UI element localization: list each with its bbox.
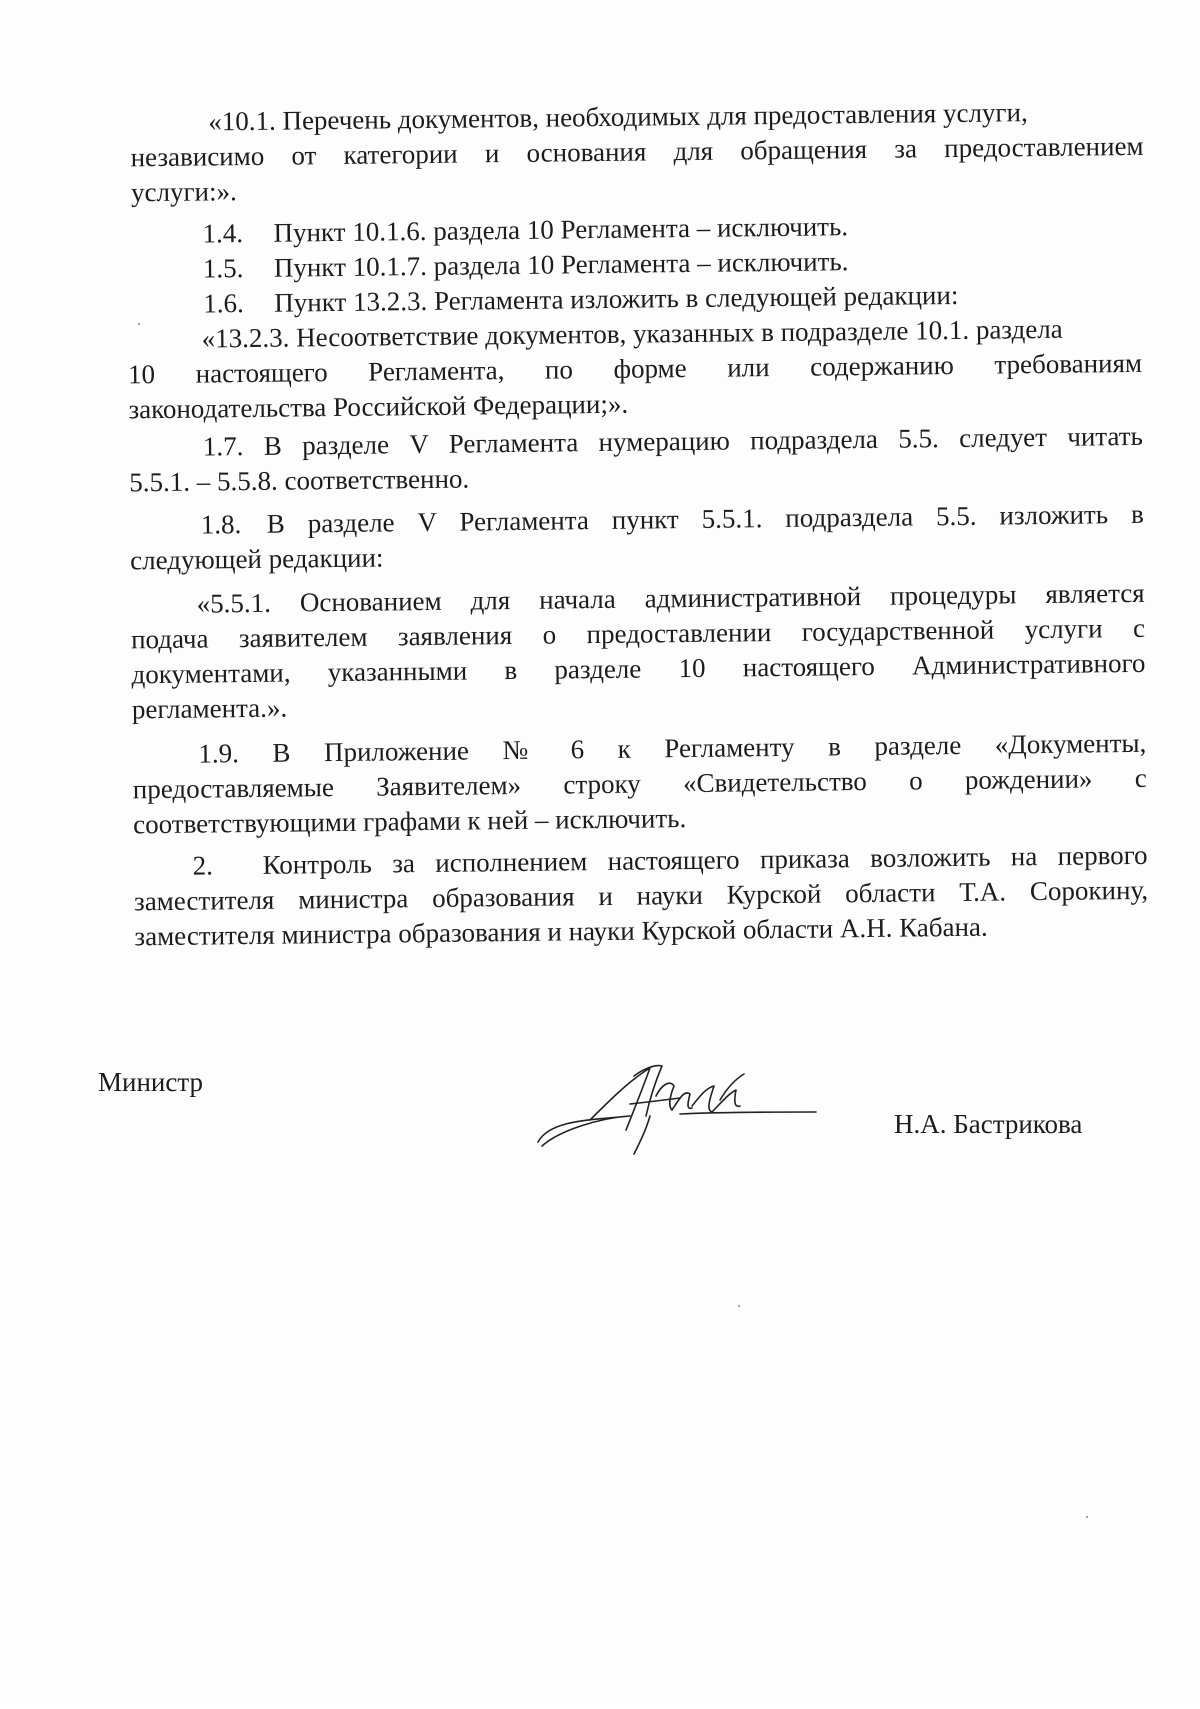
item-2-line-3: заместителя министра образования и науки Курской области А.Н. Кабана.	[134, 911, 988, 952]
item-1-9-line-3: соответствующими графами к ней – исключить.	[133, 803, 687, 840]
paragraph-10-1-line-2: независимо от категории и основания для обращения за предоставлением	[130, 130, 1144, 173]
item-1-4-text: Пункт 10.1.6. раздела 10 Регламента – исключить.	[273, 211, 849, 248]
item-1-6-text: Пункт 13.2.3. Регламента изложить в следующей редакции:	[274, 279, 959, 318]
item-1-8-number: 1.8.	[200, 509, 242, 540]
paragraph-5-5-1-line-3: документами, указанными в разделе 10 настоящего Административного	[131, 647, 1146, 690]
item-1-6-number: 1.6.	[203, 288, 244, 319]
item-1-8-line-2: следующей редакции:	[130, 542, 384, 576]
paragraph-10-1-line-3: услуги:».	[130, 176, 237, 208]
paragraph-10-1-line-1: «10.1. Перечень документов, необходимых для предоставления услуги,	[208, 97, 1028, 137]
item-1-7-line-1: 1.7. В разделе V Регламента нумерацию подраздела 5.5. следует читать	[202, 420, 1144, 462]
item-1-4-number: 1.4.	[202, 218, 244, 249]
paragraph-5-5-1-line-1: «5.5.1. Основанием для начала административной процедуры является	[196, 577, 1145, 619]
paragraph-13-2-3-line-2: 10 настоящего Регламента, по форме или содержанию требованиям	[127, 347, 1143, 390]
item-1-5-text: Пункт 10.1.7. раздела 10 Регламента – исключить.	[273, 246, 849, 283]
position-title: Министр	[98, 1067, 203, 1097]
item-1-7-line-2: 5.5.1. – 5.5.8. соответственно.	[129, 463, 470, 498]
paragraph-5-5-1-line-2: подача заявителем заявления о предоставлении государственной услуги с	[130, 612, 1146, 655]
scan-speck	[738, 1305, 740, 1307]
item-2-line-1: Контроль за исполнением настоящего приказа возложить на первого	[262, 839, 1148, 880]
item-1-8-line-1: В разделе V Регламента пункт 5.5.1. подраздела 5.5. изложить в	[266, 498, 1144, 539]
scan-speck	[1086, 1516, 1088, 1518]
handwritten-signature	[530, 1050, 820, 1160]
signer-name: Н.А. Бастрикова	[894, 1109, 1083, 1139]
item-1-9-line-1: 1.9. В Приложение № 6 к Регламенту в разделе «Документы,	[198, 727, 1147, 769]
item-2-line-2: заместителя министра образования и науки Курской области Т.А. Сорокину,	[133, 874, 1149, 917]
item-2-number: 2.	[192, 850, 214, 881]
item-1-9-line-2: предоставляемые Заявителем» строку «Свидетельство о рождении» с	[132, 762, 1147, 805]
item-1-5-number: 1.5.	[202, 253, 244, 284]
paragraph-5-5-1-line-4: регламента.».	[131, 692, 288, 725]
paragraph-13-2-3-line-1: «13.2.3. Несоответствие документов, указанных в подразделе 10.1. раздела	[201, 313, 1063, 354]
scan-speck	[138, 323, 140, 325]
paragraph-13-2-3-line-3: законодательства Российской Федерации;».	[128, 388, 629, 425]
